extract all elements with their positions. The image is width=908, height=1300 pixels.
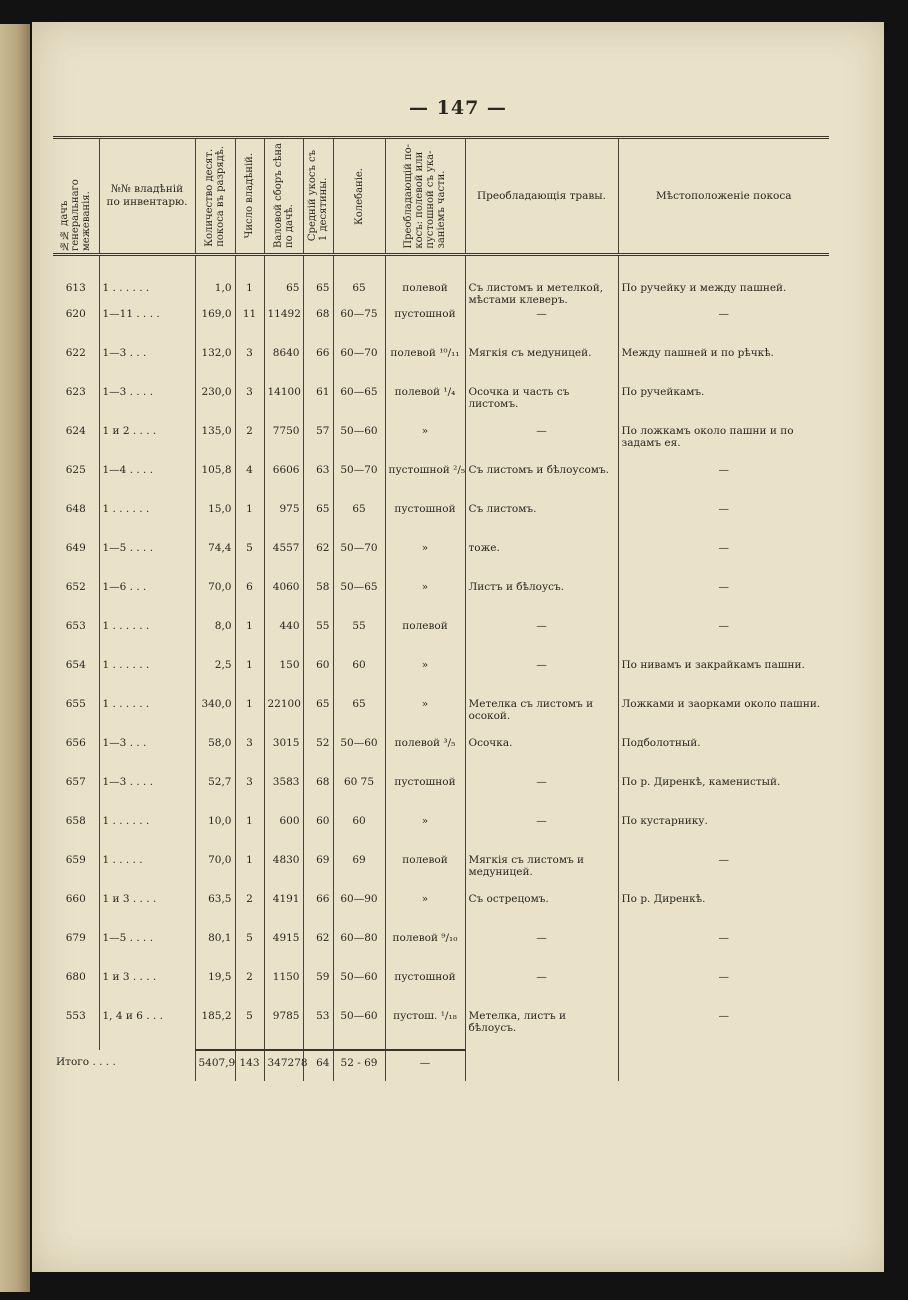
cell-sbor: 1150 xyxy=(264,971,303,1010)
cell-chislo: 1 xyxy=(235,659,264,698)
cell-kolebanie: 65 xyxy=(333,255,385,309)
cell-mesto: По ручейку и между пашней. xyxy=(618,255,829,309)
page-number: — 147 — xyxy=(409,97,507,119)
table-header-row xyxy=(53,138,829,255)
cell-chislo: 5 xyxy=(235,542,264,581)
cell-dacha: 624 xyxy=(65,425,86,437)
cell-travy: Метелка съ листомъ и осокой. xyxy=(465,698,618,737)
header-sbor: Валовой сборъ сѣна по дачѣ. xyxy=(264,138,303,255)
cell-chislo: 1 xyxy=(235,854,264,893)
cell-chislo: 2 xyxy=(235,971,264,1010)
header-travy: Преобладающія травы. xyxy=(465,138,618,255)
cell-travy: Съ листомъ и бѣлоусомъ. xyxy=(465,464,618,503)
cell-vladenie: 1, 4 и 6 . . . xyxy=(99,1010,195,1050)
cell-kolebanie: 60 75 xyxy=(333,776,385,815)
cell-pokos: полевой xyxy=(385,255,465,309)
cell-desyatin: 1,0 xyxy=(195,255,235,309)
cell-pokos: пустош. ¹/₁₈ xyxy=(385,1010,465,1050)
cell-chislo: 5 xyxy=(235,1010,264,1050)
cell-mesto: — xyxy=(618,542,829,581)
total-mesto-blank xyxy=(618,1050,829,1081)
cell-pokos: » xyxy=(385,815,465,854)
table-row xyxy=(53,893,829,932)
cell-dacha: 649 xyxy=(65,542,86,554)
cell-mesto: По р. Диренкѣ, каменистый. xyxy=(618,776,829,815)
cell-sbor: 9785 xyxy=(264,1010,303,1050)
total-desyatin: 5407,9 xyxy=(195,1050,235,1081)
header-ukos: Средній укосъ съ 1 десятины. xyxy=(303,138,333,255)
cell-sbor: 4557 xyxy=(264,542,303,581)
cell-chislo: 3 xyxy=(235,386,264,425)
cell-chislo: 11 xyxy=(235,308,264,347)
cell-pokos: » xyxy=(385,698,465,737)
cell-sbor: 600 xyxy=(264,815,303,854)
cell-desyatin: 230,0 xyxy=(195,386,235,425)
cell-dacha: 657 xyxy=(65,776,86,788)
cell-ukos: 52 xyxy=(303,737,333,776)
cell-dacha: 660 xyxy=(65,893,86,905)
cell-sbor: 6606 xyxy=(264,464,303,503)
cell-mesto: Подболотный. xyxy=(618,737,829,776)
total-row xyxy=(53,1050,829,1081)
cell-mesto: Ложками и заорками около пашни. xyxy=(618,698,829,737)
total-travy-blank xyxy=(465,1050,618,1081)
cell-travy: — xyxy=(465,971,618,1010)
cell-dacha: 653 xyxy=(65,620,86,632)
cell-dacha: 680 xyxy=(65,971,86,983)
cell-dacha: 623 xyxy=(65,386,86,398)
cell-desyatin: 185,2 xyxy=(195,1010,235,1050)
cell-desyatin: 10,0 xyxy=(195,815,235,854)
cell-kolebanie: 50—60 xyxy=(333,1010,385,1050)
cell-ukos: 57 xyxy=(303,425,333,464)
cell-sbor: 4060 xyxy=(264,581,303,620)
total-pokos: — xyxy=(385,1050,465,1081)
table-row xyxy=(53,932,829,971)
cell-chislo: 1 xyxy=(235,503,264,542)
cell-travy: Съ листомъ и метелкой, мѣстами клеверъ. xyxy=(465,255,618,309)
cell-kolebanie: 65 xyxy=(333,698,385,737)
cell-desyatin: 52,7 xyxy=(195,776,235,815)
cell-travy: — xyxy=(465,659,618,698)
cell-travy: Осочка. xyxy=(465,737,618,776)
cell-desyatin: 19,5 xyxy=(195,971,235,1010)
cell-desyatin: 80,1 xyxy=(195,932,235,971)
cell-ukos: 60 xyxy=(303,659,333,698)
table-row xyxy=(53,698,829,737)
cell-ukos: 66 xyxy=(303,347,333,386)
table-row xyxy=(53,503,829,542)
cell-vladenie: 1 . . . . . . xyxy=(99,503,195,542)
cell-dacha: 620 xyxy=(65,308,86,320)
cell-sbor: 440 xyxy=(264,620,303,659)
cell-kolebanie: 60—75 xyxy=(333,308,385,347)
cell-desyatin: 340,0 xyxy=(195,698,235,737)
cell-travy: тоже. xyxy=(465,542,618,581)
cell-mesto: По ложкамъ около пашни и по задамъ ея. xyxy=(618,425,829,464)
cell-ukos: 53 xyxy=(303,1010,333,1050)
cell-pokos: пустошной xyxy=(385,971,465,1010)
cell-kolebanie: 69 xyxy=(333,854,385,893)
cell-dacha: 553 xyxy=(65,1010,86,1022)
table-row xyxy=(53,776,829,815)
cell-chislo: 3 xyxy=(235,737,264,776)
cell-sbor: 3583 xyxy=(264,776,303,815)
cell-vladenie: 1—4 . . . . xyxy=(99,464,195,503)
cell-pokos: полевой ⁹/₁₀ xyxy=(385,932,465,971)
cell-sbor: 65 xyxy=(264,255,303,309)
cell-vladenie: 1—3 . . . xyxy=(99,737,195,776)
cell-pokos: » xyxy=(385,893,465,932)
table-row xyxy=(53,620,829,659)
cell-kolebanie: 60 xyxy=(333,659,385,698)
cell-desyatin: 2,5 xyxy=(195,659,235,698)
cell-kolebanie: 60—65 xyxy=(333,386,385,425)
cell-desyatin: 8,0 xyxy=(195,620,235,659)
table-row xyxy=(53,659,829,698)
cell-desyatin: 70,0 xyxy=(195,581,235,620)
cell-sbor: 14100 xyxy=(264,386,303,425)
table-row xyxy=(53,464,829,503)
cell-pokos: пустошной xyxy=(385,308,465,347)
cell-travy: Мягкія съ медуницей. xyxy=(465,347,618,386)
cell-vladenie: 1—6 . . . xyxy=(99,581,195,620)
cell-dacha: 613 xyxy=(65,282,86,294)
cell-vladenie: 1 . . . . . . xyxy=(99,659,195,698)
cell-chislo: 2 xyxy=(235,893,264,932)
cell-chislo: 4 xyxy=(235,464,264,503)
cell-chislo: 3 xyxy=(235,776,264,815)
adjacent-page-edge xyxy=(0,24,30,1292)
cell-mesto: По нивамъ и закрайкамъ пашни. xyxy=(618,659,829,698)
cell-chislo: 3 xyxy=(235,347,264,386)
table-row xyxy=(53,854,829,893)
cell-ukos: 68 xyxy=(303,776,333,815)
cell-vladenie: 1—5 . . . . xyxy=(99,932,195,971)
cell-travy: — xyxy=(465,776,618,815)
cell-pokos: полевой ¹⁰/₁₁ xyxy=(385,347,465,386)
header-kolebanie: Колебаніе. xyxy=(333,138,385,255)
table-row xyxy=(53,347,829,386)
cell-kolebanie: 60—90 xyxy=(333,893,385,932)
cell-desyatin: 169,0 xyxy=(195,308,235,347)
header-mesto: Мѣстоположеніе покоса xyxy=(618,138,829,255)
cell-travy: Съ острецомъ. xyxy=(465,893,618,932)
cell-desyatin: 105,8 xyxy=(195,464,235,503)
cell-ukos: 65 xyxy=(303,255,333,309)
cell-vladenie: 1 . . . . . . xyxy=(99,620,195,659)
cell-dacha: 654 xyxy=(65,659,86,671)
cell-vladenie: 1—3 . . . xyxy=(99,347,195,386)
cell-vladenie: 1 . . . . . . xyxy=(99,698,195,737)
table-row xyxy=(53,386,829,425)
table-row xyxy=(53,1010,829,1050)
total-ukos: 64 xyxy=(303,1050,333,1081)
cell-mesto: По р. Диренкѣ. xyxy=(618,893,829,932)
cell-kolebanie: 60—80 xyxy=(333,932,385,971)
cell-mesto: — xyxy=(618,581,829,620)
cell-kolebanie: 55 xyxy=(333,620,385,659)
cell-pokos: » xyxy=(385,581,465,620)
cell-ukos: 60 xyxy=(303,815,333,854)
cell-dacha: 659 xyxy=(65,854,86,866)
cell-chislo: 1 xyxy=(235,255,264,309)
cell-pokos: полевой xyxy=(385,620,465,659)
total-label: Итого . . . . xyxy=(56,1056,116,1068)
total-chislo: 143 xyxy=(235,1050,264,1081)
cell-sbor: 150 xyxy=(264,659,303,698)
cell-travy: Листъ и бѣлоусъ. xyxy=(465,581,618,620)
cell-chislo: 6 xyxy=(235,581,264,620)
table-row xyxy=(53,308,829,347)
cell-travy: Мягкія съ листомъ и медуницей. xyxy=(465,854,618,893)
cell-desyatin: 15,0 xyxy=(195,503,235,542)
cell-travy: Метелка, листъ и бѣлоусъ. xyxy=(465,1010,618,1050)
cell-mesto: — xyxy=(618,971,829,1010)
cell-dacha: 648 xyxy=(65,503,86,515)
cell-pokos: пустошной ²/₅ xyxy=(385,464,465,503)
cell-pokos: пустошной xyxy=(385,776,465,815)
total-kolebanie: 52 - 69 xyxy=(333,1050,385,1081)
cell-chislo: 5 xyxy=(235,932,264,971)
cell-mesto: — xyxy=(618,620,829,659)
cell-desyatin: 63,5 xyxy=(195,893,235,932)
cell-vladenie: 1—3 . . . . xyxy=(99,386,195,425)
cell-kolebanie: 50—60 xyxy=(333,425,385,464)
cell-travy: — xyxy=(465,620,618,659)
cell-mesto: Между пашней и по рѣчкѣ. xyxy=(618,347,829,386)
total-sbor: 347278 xyxy=(264,1050,303,1081)
cell-pokos: » xyxy=(385,542,465,581)
cell-kolebanie: 65 xyxy=(333,503,385,542)
cell-dacha: 656 xyxy=(65,737,86,749)
header-dacha: №№ дачъ генеральнаго межеванія. xyxy=(53,138,99,255)
cell-desyatin: 135,0 xyxy=(195,425,235,464)
cell-vladenie: 1—5 . . . . xyxy=(99,542,195,581)
cell-travy: — xyxy=(465,308,618,347)
cell-mesto: — xyxy=(618,854,829,893)
cell-sbor: 11492 xyxy=(264,308,303,347)
cell-kolebanie: 60 xyxy=(333,815,385,854)
cell-mesto: — xyxy=(618,308,829,347)
cell-vladenie: 1 и 2 . . . . xyxy=(99,425,195,464)
cell-sbor: 22100 xyxy=(264,698,303,737)
cell-sbor: 3015 xyxy=(264,737,303,776)
cell-pokos: пустошной xyxy=(385,503,465,542)
table-row xyxy=(53,581,829,620)
cell-mesto: По ручейкамъ. xyxy=(618,386,829,425)
cell-vladenie: 1 . . . . . . xyxy=(99,815,195,854)
cell-travy: Осочка и часть съ листомъ. xyxy=(465,386,618,425)
cell-sbor: 7750 xyxy=(264,425,303,464)
cell-ukos: 65 xyxy=(303,503,333,542)
cell-mesto: — xyxy=(618,503,829,542)
cell-sbor: 4191 xyxy=(264,893,303,932)
cell-chislo: 1 xyxy=(235,620,264,659)
cell-mesto: — xyxy=(618,1010,829,1050)
cell-kolebanie: 50—70 xyxy=(333,542,385,581)
table-row xyxy=(53,971,829,1010)
cell-chislo: 1 xyxy=(235,698,264,737)
cell-chislo: 1 xyxy=(235,815,264,854)
cell-ukos: 69 xyxy=(303,854,333,893)
cell-dacha: 625 xyxy=(65,464,86,476)
cell-vladenie: 1 и 3 . . . . xyxy=(99,893,195,932)
cell-vladenie: 1—3 . . . . xyxy=(99,776,195,815)
cell-sbor: 8640 xyxy=(264,347,303,386)
cell-dacha: 622 xyxy=(65,347,86,359)
cell-pokos: полевой xyxy=(385,854,465,893)
cell-ukos: 62 xyxy=(303,542,333,581)
cell-kolebanie: 50—65 xyxy=(333,581,385,620)
table-row xyxy=(53,815,829,854)
cell-desyatin: 70,0 xyxy=(195,854,235,893)
cell-pokos: » xyxy=(385,659,465,698)
cell-pokos: полевой ¹/₄ xyxy=(385,386,465,425)
cell-desyatin: 58,0 xyxy=(195,737,235,776)
cell-pokos: полевой ³/₅ xyxy=(385,737,465,776)
cell-ukos: 65 xyxy=(303,698,333,737)
cell-vladenie: 1 и 3 . . . . xyxy=(99,971,195,1010)
cell-vladenie: 1 . . . . . . xyxy=(99,255,195,309)
cell-vladenie: 1—11 . . . . xyxy=(99,308,195,347)
cell-kolebanie: 50—60 xyxy=(333,737,385,776)
cell-dacha: 655 xyxy=(65,698,86,710)
table-row xyxy=(53,425,829,464)
cell-desyatin: 132,0 xyxy=(195,347,235,386)
header-desyatin: Количество десят. покоса въ разрядѣ. xyxy=(195,138,235,255)
table-row xyxy=(53,737,829,776)
cell-chislo: 2 xyxy=(235,425,264,464)
cell-ukos: 66 xyxy=(303,893,333,932)
cell-kolebanie: 60—70 xyxy=(333,347,385,386)
cell-pokos: » xyxy=(385,425,465,464)
cell-kolebanie: 50—70 xyxy=(333,464,385,503)
cell-kolebanie: 50—60 xyxy=(333,971,385,1010)
cell-mesto: — xyxy=(618,464,829,503)
cell-sbor: 4830 xyxy=(264,854,303,893)
cell-mesto: По кустарнику. xyxy=(618,815,829,854)
hay-statistics-table xyxy=(53,136,829,1081)
cell-vladenie: 1 . . . . . xyxy=(99,854,195,893)
cell-dacha: 658 xyxy=(65,815,86,827)
header-pokos: Преобладающій по- косъ: полевой или пустошной съ ука- заніемъ части. xyxy=(385,138,465,255)
cell-dacha: 679 xyxy=(65,932,86,944)
header-chislo: Число владѣній. xyxy=(235,138,264,255)
header-vladenie: №№ владѣній по инвентарю. xyxy=(99,138,195,255)
cell-travy: — xyxy=(465,932,618,971)
cell-ukos: 68 xyxy=(303,308,333,347)
cell-desyatin: 74,4 xyxy=(195,542,235,581)
cell-travy: Съ листомъ. xyxy=(465,503,618,542)
cell-travy: — xyxy=(465,815,618,854)
cell-ukos: 59 xyxy=(303,971,333,1010)
table-row xyxy=(53,542,829,581)
cell-travy: — xyxy=(465,425,618,464)
cell-ukos: 61 xyxy=(303,386,333,425)
cell-ukos: 62 xyxy=(303,932,333,971)
cell-sbor: 4915 xyxy=(264,932,303,971)
cell-ukos: 58 xyxy=(303,581,333,620)
cell-ukos: 55 xyxy=(303,620,333,659)
table-row xyxy=(53,255,829,309)
cell-ukos: 63 xyxy=(303,464,333,503)
cell-sbor: 975 xyxy=(264,503,303,542)
cell-mesto: — xyxy=(618,932,829,971)
document-page xyxy=(32,22,884,1272)
cell-dacha: 652 xyxy=(65,581,86,593)
